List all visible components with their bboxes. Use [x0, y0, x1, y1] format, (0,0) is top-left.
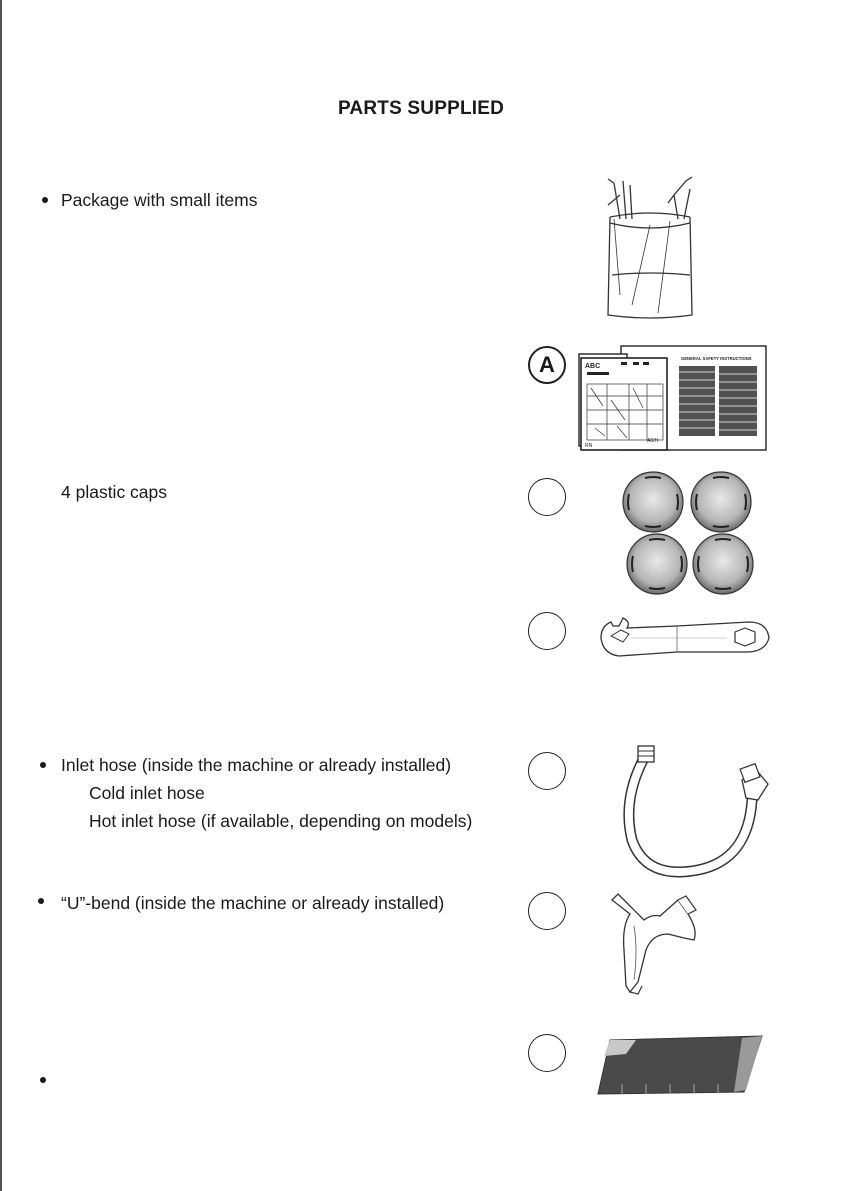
instruction-manual-illustration — [577, 344, 769, 454]
item-marker-circle — [528, 612, 566, 650]
cap — [623, 472, 753, 594]
item-cold-inlet-hose-label: Cold inlet hose — [89, 783, 205, 803]
item-package-label: Package with small items — [61, 190, 258, 210]
plastic-caps-illustration — [617, 466, 761, 600]
inlet-hose-illustration — [618, 740, 778, 882]
bullet — [40, 762, 46, 768]
manual-footer-left: RN — [585, 443, 593, 449]
page-edge-rule — [0, 0, 2, 1191]
item-marker-circle — [528, 892, 566, 930]
bullet — [42, 197, 48, 203]
package-bag-illustration — [590, 175, 710, 325]
item-u-bend-label: “U”-bend (inside the machine or already installed) — [61, 893, 445, 913]
item-marker-circle — [528, 478, 566, 516]
bullet — [38, 898, 44, 904]
item-marker-circle — [528, 1034, 566, 1072]
item-marker-circle — [528, 752, 566, 790]
label-a-marker: A — [528, 346, 566, 384]
bullet — [40, 1077, 46, 1083]
wrench-illustration — [597, 612, 773, 664]
item-hot-inlet-hose-label: Hot inlet hose (if available, depending on models) — [89, 811, 473, 831]
manual-inside-heading: GENERAL SAFETY INSTRUCTIONS — [681, 356, 752, 361]
item-inlet-hose-label: Inlet hose (inside the machine or already installed) — [61, 755, 452, 775]
manual-cover-code: ABC — [585, 363, 601, 370]
u-bend-illustration — [608, 890, 704, 996]
manual-footer-right: A0/H — [647, 438, 659, 444]
sheet-part-illustration — [596, 1034, 766, 1098]
page-title: PARTS SUPPLIED — [337, 98, 505, 119]
item-plastic-caps-label: 4 plastic caps — [61, 482, 168, 502]
